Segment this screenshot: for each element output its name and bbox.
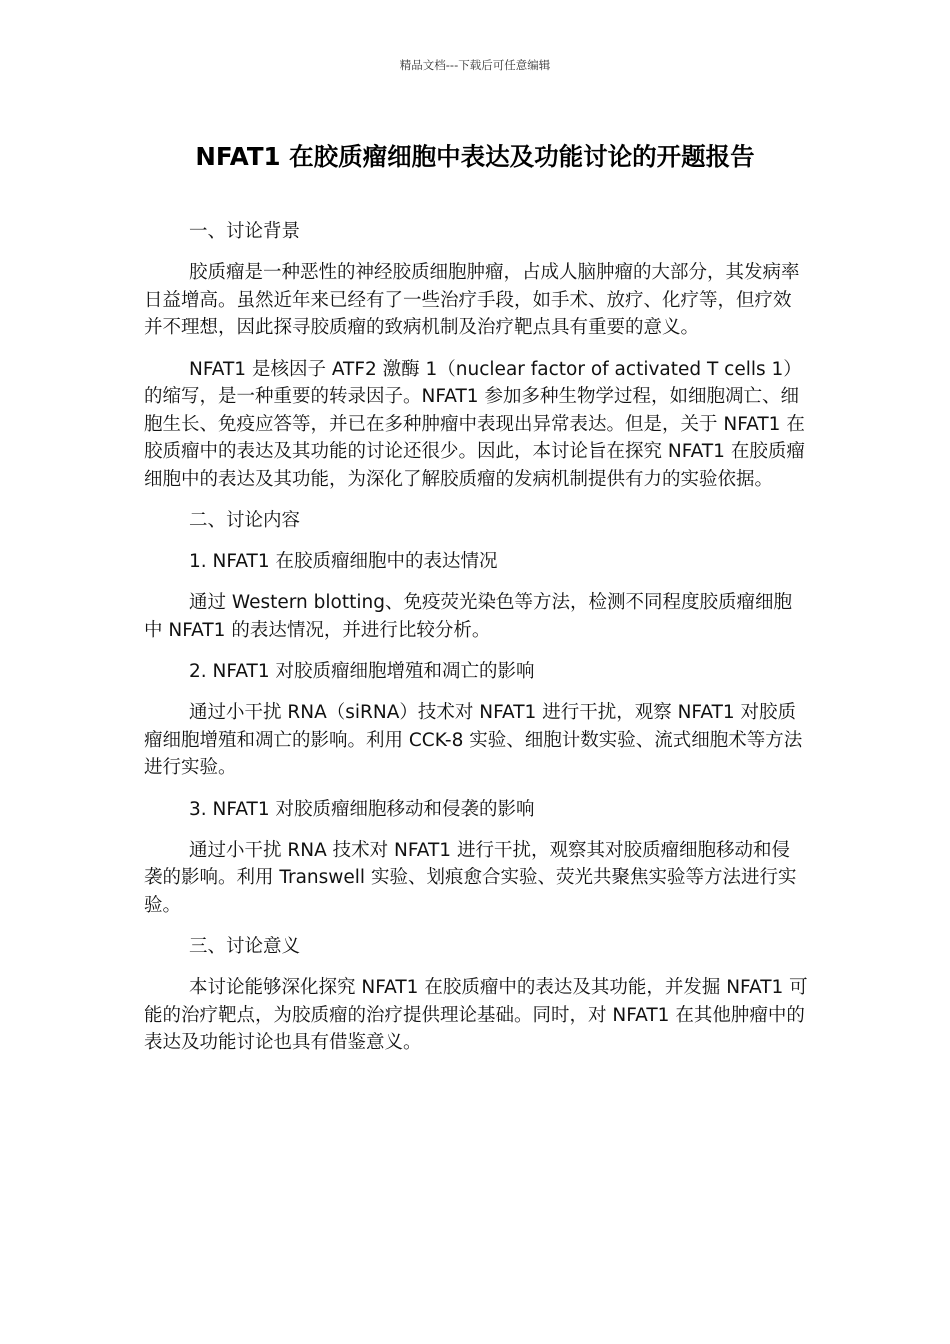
page-header-note: 精品文档---下载后可任意编辑	[399, 58, 551, 72]
subheading-expression: 1. NFAT1 在胶质瘤细胞中的表达情况	[189, 551, 498, 572]
paragraph-expression: 通过 Western blotting、免疫荧光染色等方法，检测不同程度胶质瘤细胞中 NFAT1 的表达情况，并进行比较分析。	[144, 592, 792, 641]
paragraph-background-2: NFAT1 是核因子 ATF2 激酶 1（nuclear factor of activated T cells 1）的缩写，是一种重要的转录因子。NFAT1 参加多种生物学过程，如细胞凋亡、细胞生长、免疫应答等，并已在多种肿瘤中表现出异常表达。但是，关于 NFAT1 在胶质瘤中的表达及其功能的讨论还很少。因此，本讨论旨在探究 NFAT1 在胶质瘤细胞中的表达及其功能，为深化了解胶质瘤的发病机制提供有力的实验依据。	[144, 358, 805, 490]
paragraph-background-1: 胶质瘤是一种恶性的神经胶质细胞肿瘤，占成人脑肿瘤的大部分，其发病率日益增高。虽然近年来已经有了一些治疗手段，如手术、放疗、化疗等，但疗效并不理想，因此探寻胶质瘤的致病机制及治疗靶点具有重要的意义。	[144, 262, 800, 338]
section-heading-background: 一、讨论背景	[189, 221, 301, 242]
paragraph-proliferation: 通过小干扰 RNA（siRNA）技术对 NFAT1 进行干扰，观察 NFAT1 对胶质瘤细胞增殖和凋亡的影响。利用 CCK-8 实验、细胞计数实验、流式细胞术等方法进行实验。	[144, 702, 803, 778]
document-title: NFAT1 在胶质瘤细胞中表达及功能讨论的开题报告	[195, 142, 755, 171]
document-body	[144, 218, 808, 1071]
subheading-migration: 3. NFAT1 对胶质瘤细胞移动和侵袭的影响	[189, 798, 535, 820]
section-heading-significance: 三、讨论意义	[189, 936, 301, 957]
section-heading-content: 二、讨论内容	[189, 510, 301, 531]
subheading-proliferation: 2. NFAT1 对胶质瘤细胞增殖和凋亡的影响	[189, 661, 535, 682]
paragraph-migration: 通过小干扰 RNA 技术对 NFAT1 进行干扰，观察其对胶质瘤细胞移动和侵袭的影响。利用 Transwell 实验、划痕愈合实验、荧光共聚焦实验等方法进行实验。	[144, 839, 797, 916]
paragraph-significance: 本讨论能够深化探究 NFAT1 在胶质瘤中的表达及其功能，并发掘 NFAT1 可能的治疗靶点，为胶质瘤的治疗提供理论基础。同时，对 NFAT1 在其他肿瘤中的表达及功能讨论也具有借鉴意义。	[144, 977, 808, 1053]
